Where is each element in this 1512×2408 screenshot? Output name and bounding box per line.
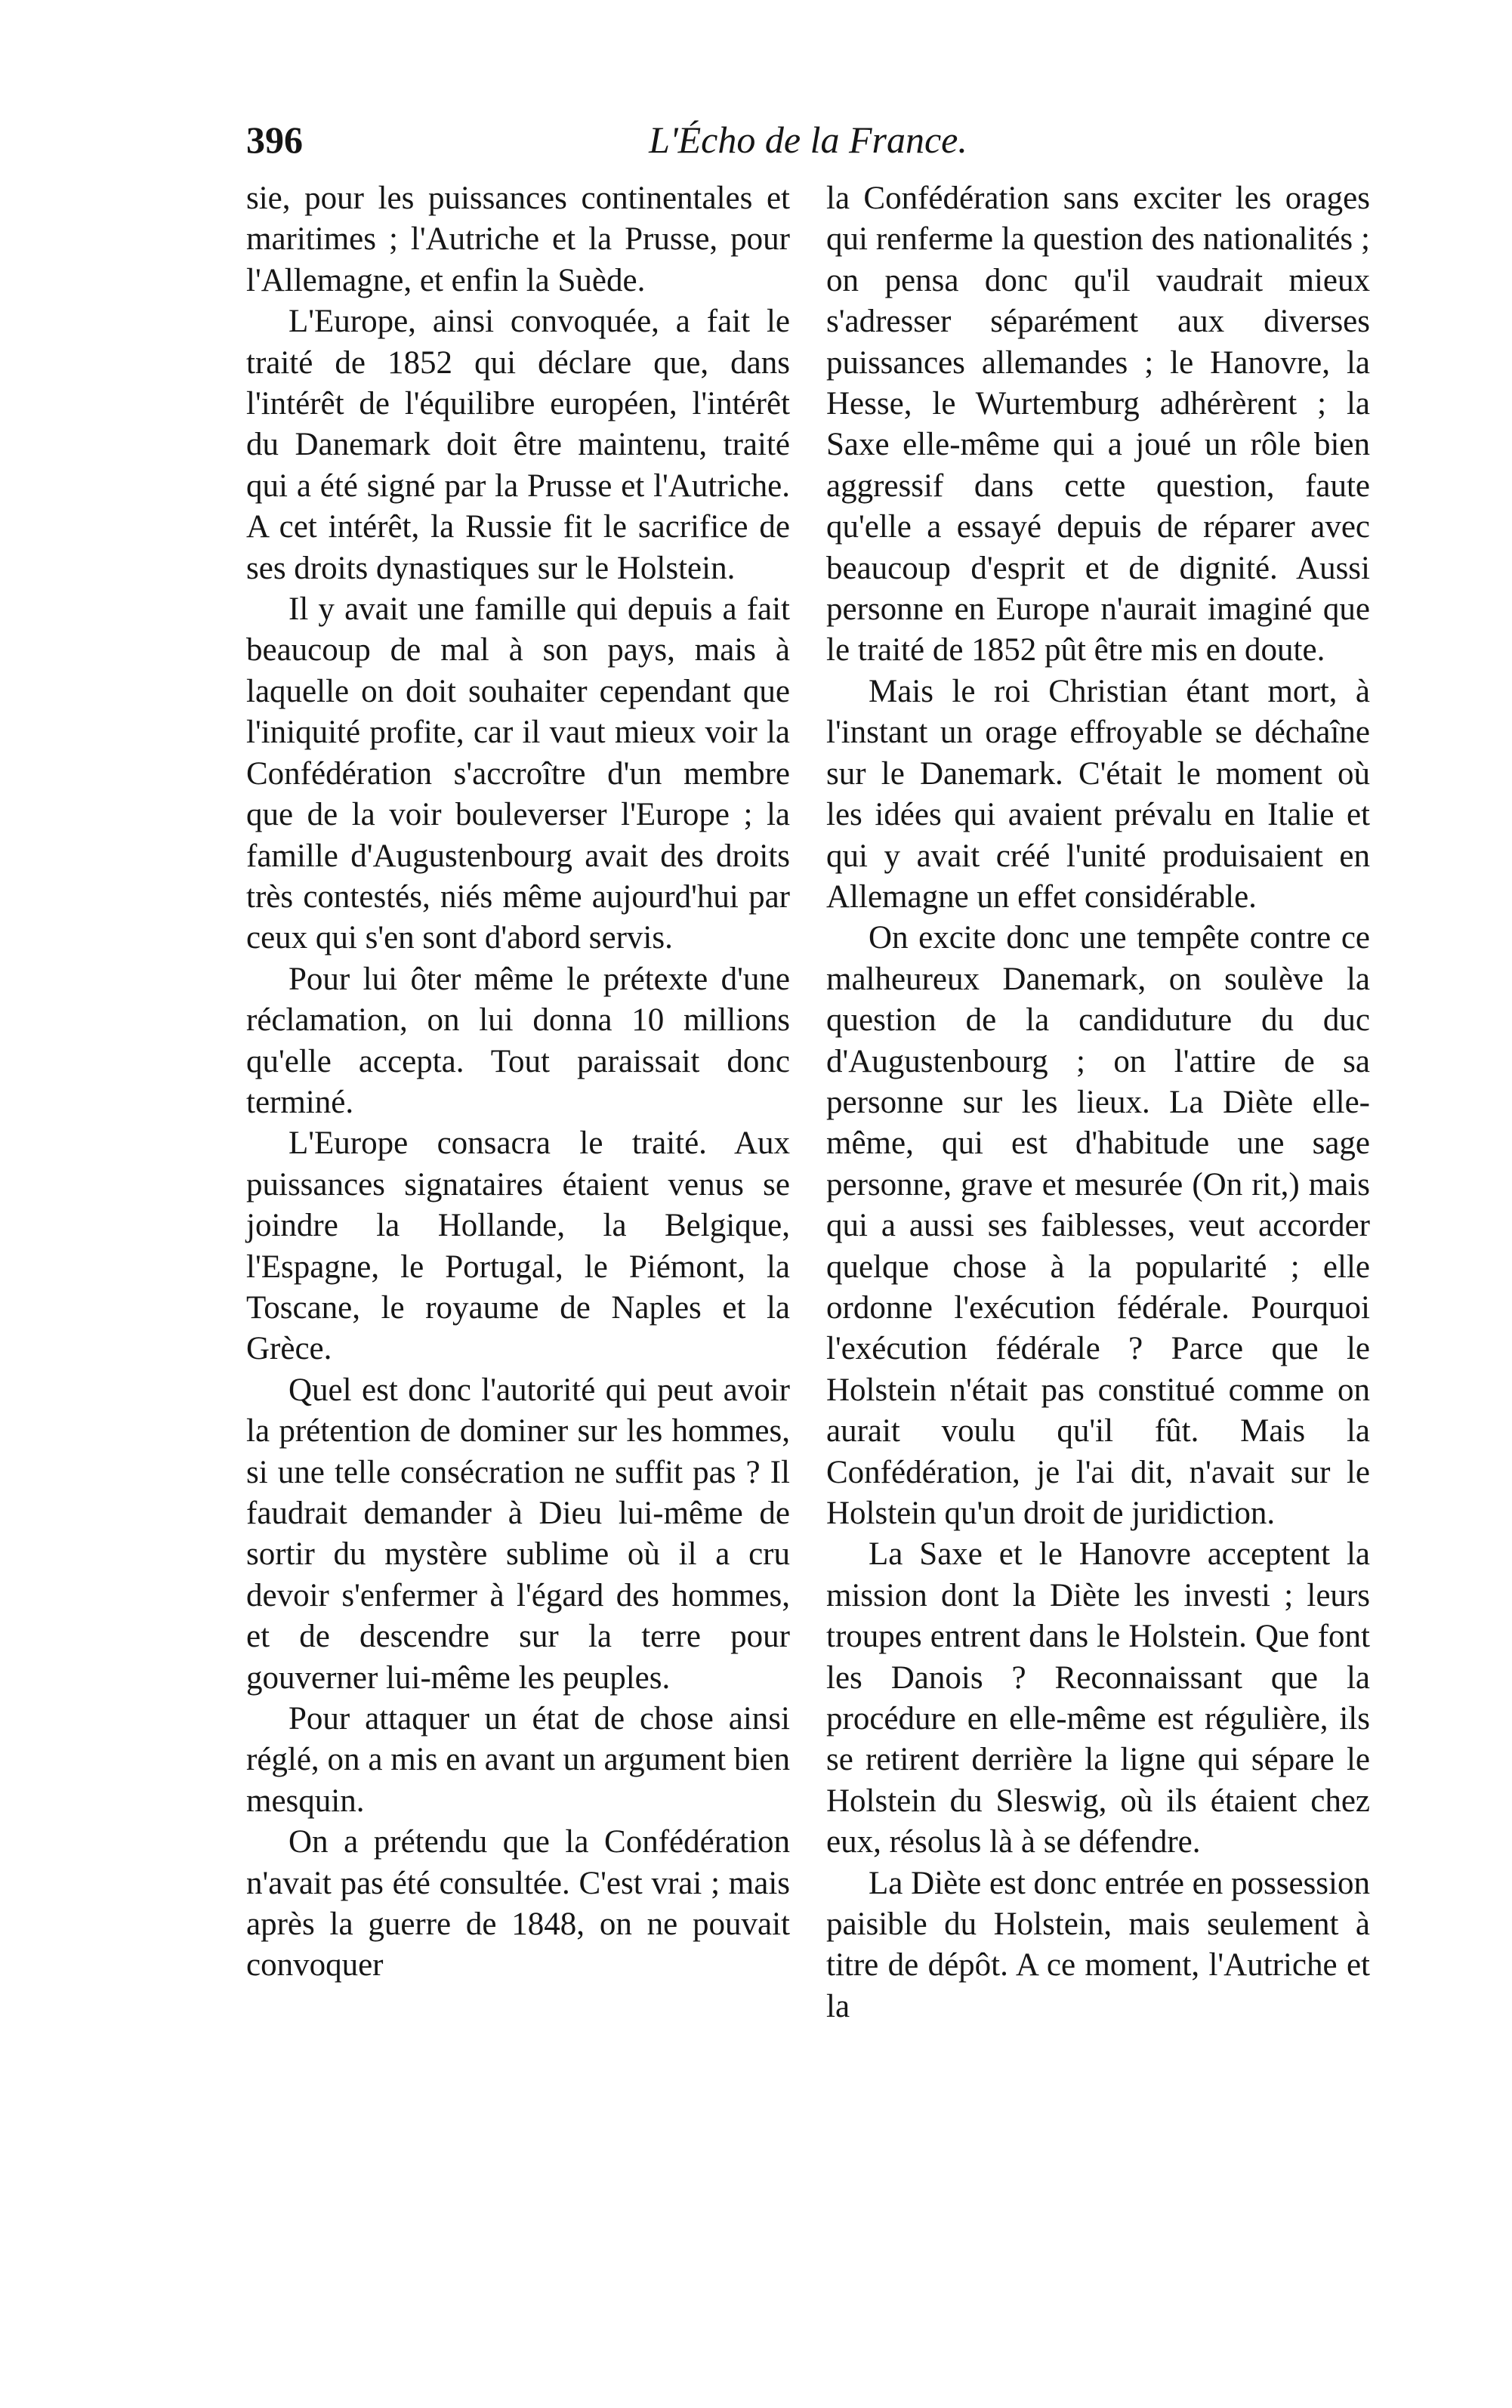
left-column xyxy=(246,178,790,1987)
paragraph: La Diète est donc entrée en possession paisible du Holstein, mais seulement à titre de dépôt. A ce moment, l'Autriche et la xyxy=(826,1865,1370,2024)
paragraph: la Confédération sans exciter les orages qui renferme la question des nationalités ; on pensa donc qu'il vaudrait mieux s'adresser séparément aux diverses puissances allemandes ; le Hanovre, la Hesse, le Wurtemburg adhérèrent ; la Saxe elle-même qui a joué un rôle bien aggressif dans cette question, faute qu'elle a essayé depuis de réparer avec beaucoup d'esprit et de dignité. Aussi personne en Europe n'aurait imaginé que le traité de 1852 pût être mis en doute. xyxy=(826,181,1370,668)
page-number: 396 xyxy=(246,119,303,161)
paragraph: Il y avait une famille qui depuis a fait beaucoup de mal à son pays, mais à laquelle on doit souhaiter cependant que l'iniquité profite, car il vaut mieux voir la Confédération s'accroître d'un membre que de la voir bouleverser l'Europe ; la famille d'Augustenbourg avait des droits très contestés, niés même aujourd'hui par ceux qui s'en sont d'abord servis. xyxy=(246,591,790,956)
paragraph: Mais le roi Christian étant mort, à l'instant un orage effroyable se déchaîne sur le Danemark. C'était le moment où les idées qui avaient prévalu en Italie et qui y avait créé l'unité produisaient en Allemagne un effet considérable. xyxy=(826,673,1370,915)
paragraph: On a prétendu que la Confédération n'avait pas été consultée. C'est vrai ; mais après la guerre de 1848, on ne pouvait convoquer xyxy=(246,1824,790,1984)
paragraph: sie, pour les puissances continentales et maritimes ; l'Autriche et la Prusse, pour l'Allemagne, et enfin la Suède. xyxy=(246,181,790,298)
running-title: L'Écho de la France. xyxy=(649,119,967,161)
paragraph: Pour lui ôter même le prétexte d'une réclamation, on lui donna 10 millions qu'elle accepta. Tout paraissait donc terminé. xyxy=(246,961,790,1120)
page-header xyxy=(246,113,1370,166)
paragraph: L'Europe, ainsi convoquée, a fait le traité de 1852 qui déclare que, dans l'intérêt de l'équilibre européen, l'intérêt du Danemark doit être maintenu, traité qui a été signé par la Prusse et l'Autriche. A cet intérêt, la Russie fit le sacrifice de ses droits dynastiques sur le Holstein. xyxy=(246,304,790,586)
paragraph: On excite donc une tempête contre ce malheureux Danemark, on soulève la question de la candiduture du duc d'Augustenbourg ; on l'attire de sa personne sur les lieux. La Diète elle-même, qui est d'habitude une sage personne, grave et mesurée (On rit,) mais qui a aussi ses faiblesses, veut accorder quelque chose à la popularité ; elle ordonne l'exécution fédérale. Pourquoi l'exécution fédérale ? Parce que le Holstein n'était pas constitué comme on aurait voulu qu'il fût. Mais la Confédération, je l'ai dit, n'avait sur le Holstein qu'un droit de juridiction. xyxy=(826,920,1370,1531)
right-column xyxy=(826,178,1370,2027)
paragraph: La Saxe et le Hanovre acceptent la mission dont la Diète les investi ; leurs troupes entrent dans le Holstein. Que font les Danois ? Reconnaissant que la procédure en elle-même est régulière, ils se retirent derrière la ligne qui sépare le Holstein du Sleswig, où ils étaient chez eux, résolus là à se défendre. xyxy=(826,1536,1370,1860)
paragraph: Pour attaquer un état de chose ainsi réglé, on a mis en avant un argument bien mesquin. xyxy=(246,1701,790,1819)
paragraph: L'Europe consacra le traité. Aux puissances signataires étaient venus se joindre la Hollande, la Belgique, l'Espagne, le Portugal, le Piémont, la Toscane, le royaume de Naples et la Grèce. xyxy=(246,1125,790,1367)
paragraph: Quel est donc l'autorité qui peut avoir la prétention de dominer sur les hommes, si une telle consécration ne suffit pas ? Il faudrait demander à Dieu lui-même de sortir du mystère sublime où il a cru devoir s'enfermer à l'égard des hommes, et de descendre sur la terre pour gouverner lui-même les peuples. xyxy=(246,1372,790,1696)
